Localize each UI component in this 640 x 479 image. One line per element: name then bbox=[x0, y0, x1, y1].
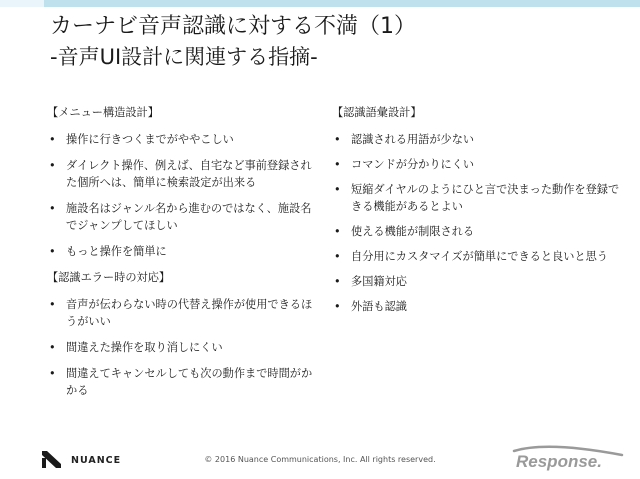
list-item-text: コマンドが分かりにくい bbox=[351, 158, 475, 171]
bullet-icon: • bbox=[334, 250, 341, 263]
left-column bbox=[47, 104, 315, 408]
list-item-text: 使える機能が制限される bbox=[351, 225, 475, 238]
bullet-icon: • bbox=[49, 159, 56, 172]
list-item-text: 認識される用語が少ない bbox=[351, 133, 475, 146]
list-item-text: 操作に行きつくまでがややこしい bbox=[66, 133, 234, 146]
bullet-icon: • bbox=[49, 245, 56, 258]
list-item bbox=[47, 296, 315, 330]
menu-structure-heading: 【メニュー構造設計】 bbox=[47, 106, 159, 119]
list-item bbox=[47, 339, 315, 356]
list-item bbox=[47, 200, 315, 234]
list-item-text: もっと操作を簡単に bbox=[66, 245, 167, 258]
bullet-icon: • bbox=[334, 300, 341, 313]
list-item-text: 施設名はジャンル名から進むのではなく、施設名でジャンプしてほしい bbox=[66, 202, 312, 232]
slide-title: カーナビ音声認識に対する不満（1） bbox=[50, 14, 416, 39]
list-item-text: 間違えてキャンセルしても次の動作まで時間がかかる bbox=[66, 367, 313, 397]
bullet-icon: • bbox=[334, 225, 341, 238]
list-item bbox=[332, 131, 628, 148]
watermark-text: Response. bbox=[516, 452, 602, 471]
list-item bbox=[332, 223, 628, 240]
list-item-text: 外語も認識 bbox=[351, 300, 407, 313]
top-accent-bar bbox=[0, 0, 640, 7]
bullet-icon: • bbox=[49, 367, 56, 380]
list-item bbox=[47, 243, 315, 260]
list-item-text: 音声が伝わらない時の代替え操作が使用できるほうがいい bbox=[66, 298, 313, 328]
bullet-icon: • bbox=[334, 133, 341, 146]
list-item bbox=[332, 248, 628, 265]
bullet-icon: • bbox=[334, 275, 341, 288]
copyright-notice: © 2016 Nuance Communications, Inc. All rights reserved. bbox=[204, 455, 436, 464]
list-item-text: 多国籍対応 bbox=[351, 275, 407, 288]
response-watermark-logo bbox=[510, 445, 630, 473]
bullet-icon: • bbox=[334, 158, 341, 171]
list-item bbox=[47, 365, 315, 399]
right-column bbox=[332, 104, 628, 323]
list-item-text: ダイレクト操作、例えば、自宅など事前登録された個所へは、簡単に検索設定が出来る bbox=[66, 159, 312, 189]
list-item bbox=[332, 273, 628, 290]
list-item bbox=[47, 157, 315, 191]
list-item-text: 短縮ダイヤルのようにひと言で決まった動作を登録できる機能があるとよい bbox=[351, 183, 620, 213]
list-item-text: 間違えた操作を取り消しにくい bbox=[66, 341, 223, 354]
top-accent-bar-segment bbox=[0, 0, 44, 7]
bullet-icon: • bbox=[49, 202, 56, 215]
bullet-icon: • bbox=[49, 133, 56, 146]
recognition-error-heading: 【認識エラー時の対応】 bbox=[47, 271, 171, 284]
bullet-icon: • bbox=[334, 183, 341, 196]
list-item bbox=[332, 156, 628, 173]
nuance-logo-text: NUANCE bbox=[71, 455, 122, 466]
slide-subtitle: -音声UI設計に関連する指摘- bbox=[50, 45, 318, 69]
list-item bbox=[332, 298, 628, 315]
list-item bbox=[332, 181, 628, 215]
bullet-icon: • bbox=[49, 298, 56, 311]
vocabulary-design-heading: 【認識語彙設計】 bbox=[332, 106, 422, 119]
bullet-icon: • bbox=[49, 341, 56, 354]
list-item-text: 自分用にカスタマイズが簡単にできると良いと思う bbox=[351, 250, 608, 263]
list-item bbox=[47, 131, 315, 148]
